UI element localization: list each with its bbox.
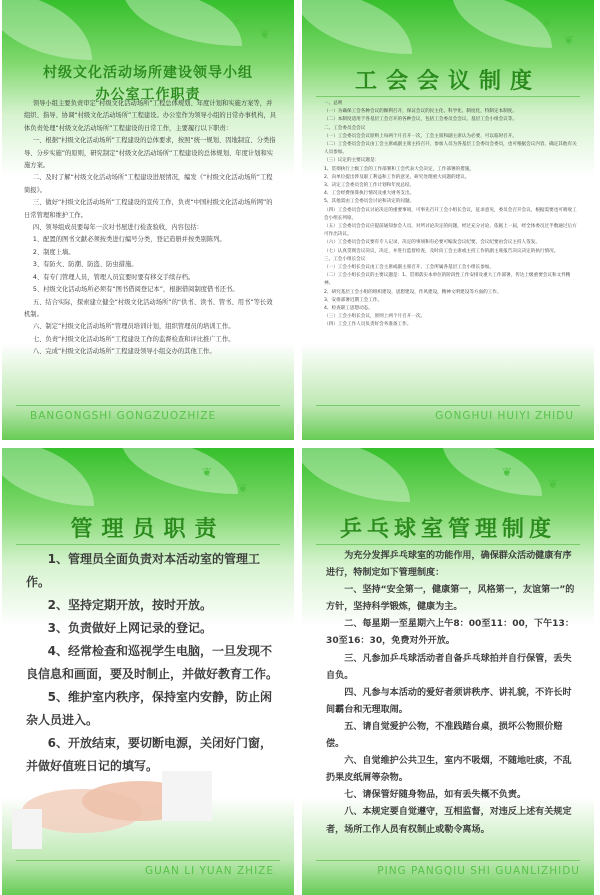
paragraph: 1、配置的图书文献必须按类进行编号分类，登记造册并按类别陈列。 <box>32 236 226 244</box>
poster-footer: BANGONGSHI GONGZUOZHIZE <box>30 410 217 422</box>
paragraph: 二、每星期一至星期六上午8：00至11：00，下午13：30至16：30，免费对外开放。 <box>326 619 574 647</box>
paragraph: 三、凡参加乒乓球活动者自备乒乓球拍并自行保管，丢失自负。 <box>326 653 572 681</box>
paragraph: （二）工会委员会会议由工会主席或副主席主持召开，参加人员为各基层工会委员会委员，也可根据会议内容，确定其他有关人员参加。 <box>324 142 577 156</box>
sprout-icon: ❦ <box>502 465 513 479</box>
sprout-icon: ❦ <box>542 15 553 29</box>
divider <box>16 544 280 545</box>
divider <box>316 96 580 97</box>
paragraph: 四、领导组成员要每年一次对书屋进行检查验收，内容包括： <box>32 224 203 232</box>
leaf-decoration <box>2 0 92 60</box>
paragraph: 二、及时了解“村级文化活动场所”工程建设进展情况，编发《“村级文化活动场所”工程简报》。 <box>24 174 273 194</box>
poster-admin-duties <box>2 448 294 895</box>
leaf-decoration <box>302 0 412 54</box>
paragraph: 3、安排部署近期工会工作。 <box>324 297 383 303</box>
paragraph: 二、工会委员会会议 <box>324 125 366 131</box>
paragraph: 3、决定工会委员会的工作计划和年度总结。 <box>324 183 415 189</box>
paragraph: 6、开放结束，要切断电源，关闭好门窗，并做好值班日记的填写。 <box>26 736 272 773</box>
poster-title: 管理员职责 <box>70 516 226 542</box>
paragraph: （五）工会委员会会议应提前通知参会人员，对所讨论决定的问题，经过充分讨论、依据上一届，经全体委员过半数通过后方可作出决议。 <box>324 224 577 238</box>
paragraph: 2、制度上墙。 <box>32 248 75 256</box>
leaf-decoration <box>452 0 552 48</box>
poster-title: 乒乓球室管理制度 <box>339 516 556 542</box>
paragraph: 四、凡参与本活动的爱好者须讲秩序、讲礼貌，不许长时间霸台和无理取闹。 <box>326 687 572 715</box>
poster-title: 工会会议制度 <box>354 68 541 94</box>
paragraph: 一、总则 <box>324 101 343 106</box>
divider <box>316 860 580 861</box>
paragraph: 三、做好“村级文化活动场所”工程建设的宣传工作，负责“中国村级文化活动场所网”的日常管理和维护工作。 <box>24 199 273 219</box>
title-line-2: 办公室工作职责 <box>95 87 201 103</box>
sprout-icon: ❦ <box>564 33 575 47</box>
paragraph: （一）工会委员会会议原则上每两个月召开一次，工会主席和副主席认为必要，可以临时召开。 <box>324 133 517 139</box>
paragraph: 1、贯彻执行上级工会的工作部署和工会代表大会决定，工作部署的措施。 <box>324 166 474 172</box>
title-line-1: 村级文化活动场所建设领导小组 <box>43 65 253 81</box>
paragraph: 六、制定“村级文化活动场所”管理员培训计划，组织管理员的培训工作。 <box>32 323 235 331</box>
sprout-icon: ❦ <box>232 13 243 27</box>
paragraph: 5、村级文化活动场所必须有“图书借阅登记本”，根据借阅制度借书还书。 <box>32 286 239 294</box>
paragraph: 5、维护室内秩序，保持室内安静，防止闲杂人员进入。 <box>26 690 272 727</box>
sprout-icon: ❦ <box>260 27 271 41</box>
paragraph: 八、本规定要自觉遵守，互相监督，对违反上述有关规定者，场所工作人员有权制止或勒令离场。 <box>326 807 572 835</box>
paragraph: 六、自觉维护公共卫生，室内不吸烟，不随地吐痰，不乱扔果皮纸屑等杂物。 <box>326 756 572 784</box>
paragraph: 为充分发挥乒乓球室的功能作用，确保群众活动健康有序进行，特制定如下管理制度： <box>326 551 572 579</box>
paragraph: （三）议定的主要议题是： <box>324 158 380 164</box>
poster-footer: PING PANGQIU SHI GUANLIZHIDU <box>377 865 580 877</box>
leaf-decoration <box>302 448 410 502</box>
paragraph: 2、坚持定期开放，按时开放。 <box>47 598 212 612</box>
paragraph: （二）工会小组长会议的主要议题是：1、贯彻落实本单位的阶段性工作安排及重大工作部署，传达上级重要会议和文件精神。 <box>324 273 571 287</box>
paragraph: 三、工会小组长会议 <box>324 256 366 262</box>
paragraph: 七、负责“村级文化活动场所”工程建设工作的监督检查和评比推广工作。 <box>32 335 235 343</box>
poster-body <box>24 98 278 359</box>
poster-body <box>324 100 578 330</box>
leaf-decoration <box>120 448 238 494</box>
paragraph: 八、完成“村级文化活动场所”工程建设领导小组交办的其他工作。 <box>32 348 216 356</box>
leaf-decoration <box>442 448 542 496</box>
paragraph: 5、其他需由工会委员会讨论和决定的问题。 <box>324 199 415 205</box>
paragraph: 领导小组主要负责审定“村级文化活动场所”工程总体规划、年度计划和实施方案等，并组织、指导、协调“村级文化活动场所”工程建设。办公室作为领导小组的日常办事机构，具体负责处理“村级文化活动场所”工程建设的日常工作，主要履行以下职责： <box>24 100 277 132</box>
paragraph: （四）工会工作人员负责好会务准备工作。 <box>324 322 412 328</box>
paragraph: 2、向单位提出涉及职工利益和工作的意见，研究处理重大问题的建议。 <box>324 174 470 180</box>
sprout-icon: ❦ <box>548 477 559 491</box>
paragraph: （三）工会小组长会议，原则上两个月召开一次。 <box>324 314 426 320</box>
paragraph: 五、结合实际，探索建立健全“村级文化活动场所”的“供书、读书、管书、用书”等长效机制。 <box>24 298 273 318</box>
poster-body <box>326 548 580 839</box>
divider <box>16 860 280 861</box>
paragraph: 一、根据“村级文化活动场所”工程建设的总体要求，按照“统一规划、因地制宜、分类指导、分步实施”的原则，研究制定“村级文化活动场所”工程建设的总体规划、年度计划和实施方案。 <box>24 137 276 170</box>
paragraph: （一）为确保工会各种会议的顺利召开，保证会议的民主化、科学化、制度化，特制定本制度。 <box>324 109 517 115</box>
poster-footer: GUAN LI YUAN ZHIZE <box>145 865 274 877</box>
paragraph: 4、经常检查和巡视学生电脑，一旦发现不良信息和画面，要及时制止，并做好教育工作。 <box>26 644 279 681</box>
leaf-decoration <box>122 0 242 46</box>
divider <box>316 405 580 406</box>
paragraph: 1、管理员全面负责对本活动室的管理工作。 <box>26 552 260 589</box>
handshake-image <box>12 731 212 851</box>
paragraph: （七）认真贯彻会议决议，决定，并进行监督检查，及时向工会主席或主持工作的副主席报告决议决定的执行情况。 <box>324 248 559 254</box>
paragraph: （六）工会委员会会议要有专人记录，决定的事项和有必要可编发会议纪要，会议纪要由会议主持人签发。 <box>324 240 540 246</box>
paragraph: 五、请自觉爱护公物，不准践踏台桌，损坏公物照价赔偿。 <box>326 721 563 750</box>
paragraph: 一、坚持“安全第一，健康第一，风格第一，友谊第一”的方针，坚持科学锻炼，健康为主。 <box>326 585 575 613</box>
paragraph: 4、检查职工思想动态。 <box>324 306 373 312</box>
paragraph: （一）工会小组长会议由工会主席或副主席召开，工会所属各基层工会小组长参加。 <box>324 265 494 271</box>
paragraph: 七、请保管好随身物品，如有丢失概不负责。 <box>344 790 527 801</box>
poster-union-meeting <box>302 0 594 440</box>
paragraph: 3、负责做好上网记录的登记。 <box>47 621 212 635</box>
paragraph: （四）工会委员会会议讨论决定的重要事项，可事先召开工会小组长会议，征求意见，委员会召开会议，根据需要也可吸收工会小组长列席。 <box>324 207 577 221</box>
paragraph: （二）本制度适用于各基层工会召开的各种会议，包括工会委员会会议、基层工会小组会议等。 <box>324 117 517 123</box>
sprout-icon: ❦ <box>238 481 249 495</box>
paragraph: 3、有防火、防潮、防盗、防虫措施。 <box>32 261 138 269</box>
paragraph: 2、研究基层工会小组的组织建设，思想建设，作风建设，精神文明建设等方面的工作。 <box>324 289 502 295</box>
poster-ping-pong-rules <box>302 448 594 895</box>
sprout-icon: ❦ <box>202 465 213 479</box>
poster-office-duties <box>2 0 294 440</box>
leaf-decoration <box>2 448 94 506</box>
divider <box>316 544 580 545</box>
poster-footer: GONGHUI HUIYI ZHIDU <box>435 410 574 422</box>
paragraph: 4、工会经费预算执行情况及重大财务支出。 <box>324 191 415 197</box>
paragraph: 4、有专门管理人员，管理人员宜要时要有移交手续存档。 <box>32 273 195 281</box>
divider <box>16 405 280 406</box>
